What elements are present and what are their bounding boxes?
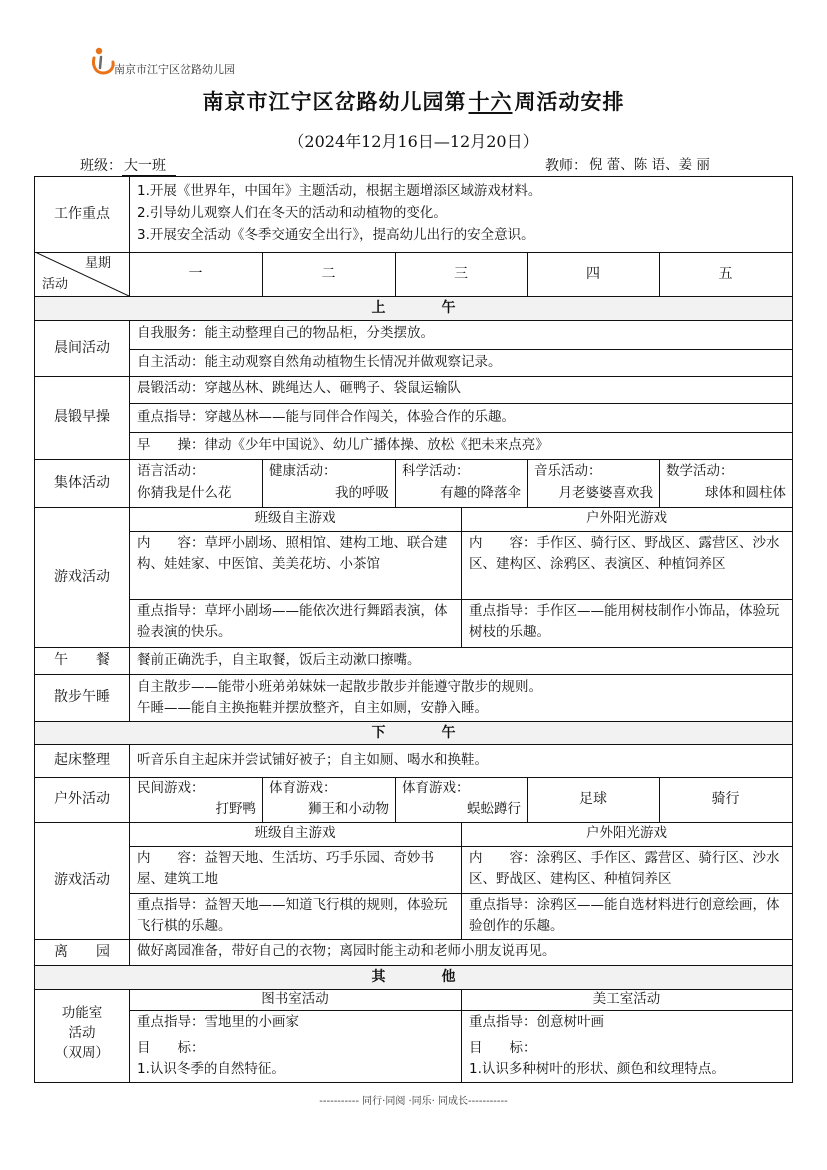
corner-activity: 活动: [42, 277, 69, 292]
focus-item-1: 1.开展《世界年，中国年》主题活动，根据主题增添区域游戏材料。: [137, 183, 542, 199]
outdoor-type-tue: 体育游戏：: [269, 780, 337, 796]
kindergarten-logo-icon: [90, 46, 116, 76]
lunch-label: 午 餐: [54, 652, 110, 668]
morning-outdoor-games-content: 内 容：手作区、骑行区、野战区、露营区、沙水区、建构区、涂鸦区、表演区、种植饲养区: [469, 535, 780, 572]
weekday-wed: 三: [454, 265, 468, 282]
group-label: 集体活动: [54, 474, 110, 491]
morning-class-games-guide: 重点指导：草坪小剧场——能依次进行舞蹈表演，体验表演的快乐。: [137, 603, 448, 640]
group-name-thu: 月老婆婆喜欢我: [558, 485, 653, 501]
section-afternoon: 下 午: [371, 724, 456, 741]
outdoor-label: 户外活动: [54, 791, 110, 807]
weekday-thu: 四: [586, 265, 600, 282]
arrival-row-1: 自我服务：能主动整理自己的物品柜，分类摆放。: [137, 325, 434, 341]
nap-row-1: 自主散步——能带小班弟弟妹妹一起散步散步并能遵守散步的规则。: [137, 679, 542, 695]
morning-class-games-content: 内 容：草坪小剧场、照相馆、建构工地、联合建构、娃娃家、中医馆、美美花坊、小茶馆: [137, 535, 448, 572]
afternoon-class-games-guide: 重点指导：益智天地——知道飞行棋的规则，体验玩飞行棋的乐趣。: [137, 897, 448, 934]
leave-label: 离 园: [54, 943, 110, 960]
school-logo: [90, 46, 235, 76]
exercise-row-3: 早 操：律动《少年中国说》、幼儿广播体操、放松《把未来点亮》: [137, 437, 549, 453]
wake-label: 起床整理: [54, 752, 110, 768]
outdoor-type-mon: 民间游戏：: [137, 780, 205, 796]
outdoor-name-mon: 打野鸭: [215, 801, 256, 817]
morning-outdoor-games-head: 户外阳光游戏: [586, 510, 667, 526]
library-guide: 重点指导：雪地里的小画家: [137, 1014, 299, 1030]
group-type-fri: 数学活动：: [666, 463, 734, 479]
date-range: （2024年12月16日—12月20日）: [288, 132, 539, 151]
group-name-fri: 球体和圆柱体: [705, 485, 786, 501]
library-activity-head: 图书室活动: [261, 991, 329, 1007]
outdoor-type-wed: 体育游戏：: [402, 780, 470, 796]
outdoor-name-thu: 足球: [579, 791, 607, 807]
lunch-text: 餐前正确洗手，自主取餐，饭后主动漱口擦嘴。: [137, 652, 421, 668]
teacher-names: 倪 蕾、陈 语、姜 丽: [587, 155, 735, 177]
afternoon-outdoor-games-guide: 重点指导：涂鸦区——能自选材料进行创意绘画，体验创作的乐趣。: [469, 897, 780, 934]
arrival-row-2: 自主活动：能主动观察自然角动植物生长情况并做观察记录。: [137, 354, 502, 370]
teacher-info: 教师： 倪 蕾、陈 语、姜 丽: [545, 155, 587, 175]
function-room-label: 功能室 活动 （双周）: [55, 1005, 109, 1061]
corner-weekday: 星期: [85, 256, 112, 271]
art-room-activity-head: 美工室活动: [592, 991, 661, 1007]
arrival-label: 晨间活动: [54, 339, 110, 356]
morning-class-games-head: 班级自主游戏: [254, 510, 336, 526]
weekday-mon: 一: [188, 265, 203, 282]
art-room-goal-label: 目 标：: [469, 1040, 537, 1056]
exercise-row-2: 重点指导：穿越丛林——能与同伴合作闯关，体验合作的乐趣。: [137, 409, 515, 425]
morning-outdoor-games-guide: 重点指导：手作区——能用树枝制作小饰品，体验玩树枝的乐趣。: [469, 603, 780, 640]
schedule-table: [34, 176, 793, 1083]
weekday-fri: 五: [718, 265, 733, 282]
wake-text: 听音乐自主起床并尝试铺好被子；自主如厕、喝水和换鞋。: [137, 752, 488, 768]
group-type-wed: 科学活动：: [402, 463, 470, 479]
leave-text: 做好离园准备，带好自己的衣物；离园时能主动和老师小朋友说再见。: [137, 943, 556, 959]
focus-item-2: 2.引导幼儿观察人们在冬天的活动和动植物的变化。: [137, 205, 447, 221]
exercise-row-1: 晨锻活动：穿越丛林、跳绳达人、砸鸭子、袋鼠运输队: [137, 380, 461, 396]
footer-slogan: ----------- 同行·同阅 ·同乐· 同成长-----------: [319, 1096, 508, 1107]
outdoor-name-wed: 蜈蚣蹲行: [467, 801, 521, 817]
group-name-wed: 有趣的降落伞: [440, 485, 521, 501]
library-goal-label: 目 标：: [137, 1040, 205, 1056]
nap-label: 散步午睡: [54, 689, 110, 705]
exercise-label: 晨锻早操: [54, 409, 110, 425]
afternoon-outdoor-games-content: 内 容：涂鸦区、手作区、露营区、骑行区、沙水区、野战区、建构区、种植饲养区: [469, 850, 780, 887]
afternoon-games-label: 游戏活动: [54, 872, 110, 888]
outdoor-name-tue: 狮王和小动物: [308, 801, 389, 817]
group-name-mon: 你猜我是什么花: [137, 485, 232, 501]
group-name-tue: 我的呼吸: [335, 485, 389, 501]
outdoor-name-fri: 骑行: [711, 791, 740, 807]
week-number: 十六: [468, 89, 513, 114]
focus-item-3: 3.开展安全活动《冬季交通安全出行》，提高幼儿出行的安全意识。: [137, 227, 535, 243]
art-room-guide: 重点指导：创意树叶画: [469, 1014, 604, 1030]
library-goal: 1.认识冬季的自然特征。: [137, 1061, 285, 1077]
group-type-tue: 健康活动：: [269, 463, 337, 479]
group-type-thu: 音乐活动：: [534, 463, 602, 479]
group-type-mon: 语言活动：: [137, 463, 205, 479]
page-title: 南京市江宁区岔路幼儿园第十六周活动安排: [202, 89, 625, 114]
afternoon-class-games-content: 内 容：益智天地、生活坊、巧手乐园、奇妙书屋、建筑工地: [137, 850, 434, 887]
focus-label: 工作重点: [54, 206, 110, 222]
nap-row-2: 午睡——能自主换拖鞋并摆放整齐，自主如厕，安静入睡。: [137, 700, 488, 716]
afternoon-outdoor-games-head: 户外阳光游戏: [586, 825, 667, 841]
morning-games-label: 游戏活动: [54, 568, 110, 585]
section-morning: 上 午: [371, 300, 456, 316]
art-room-goal: 1.认识多种树叶的形状、颜色和纹理特点。: [469, 1061, 725, 1077]
class-name: 大一班: [122, 158, 176, 176]
weekday-tue: 二: [321, 265, 336, 282]
afternoon-class-games-head: 班级自主游戏: [254, 825, 336, 841]
logo-text: 南京市江宁区岔路幼儿园: [114, 63, 235, 76]
class-info: 班级： 大一班: [80, 155, 176, 176]
section-other: 其 他: [371, 969, 456, 985]
